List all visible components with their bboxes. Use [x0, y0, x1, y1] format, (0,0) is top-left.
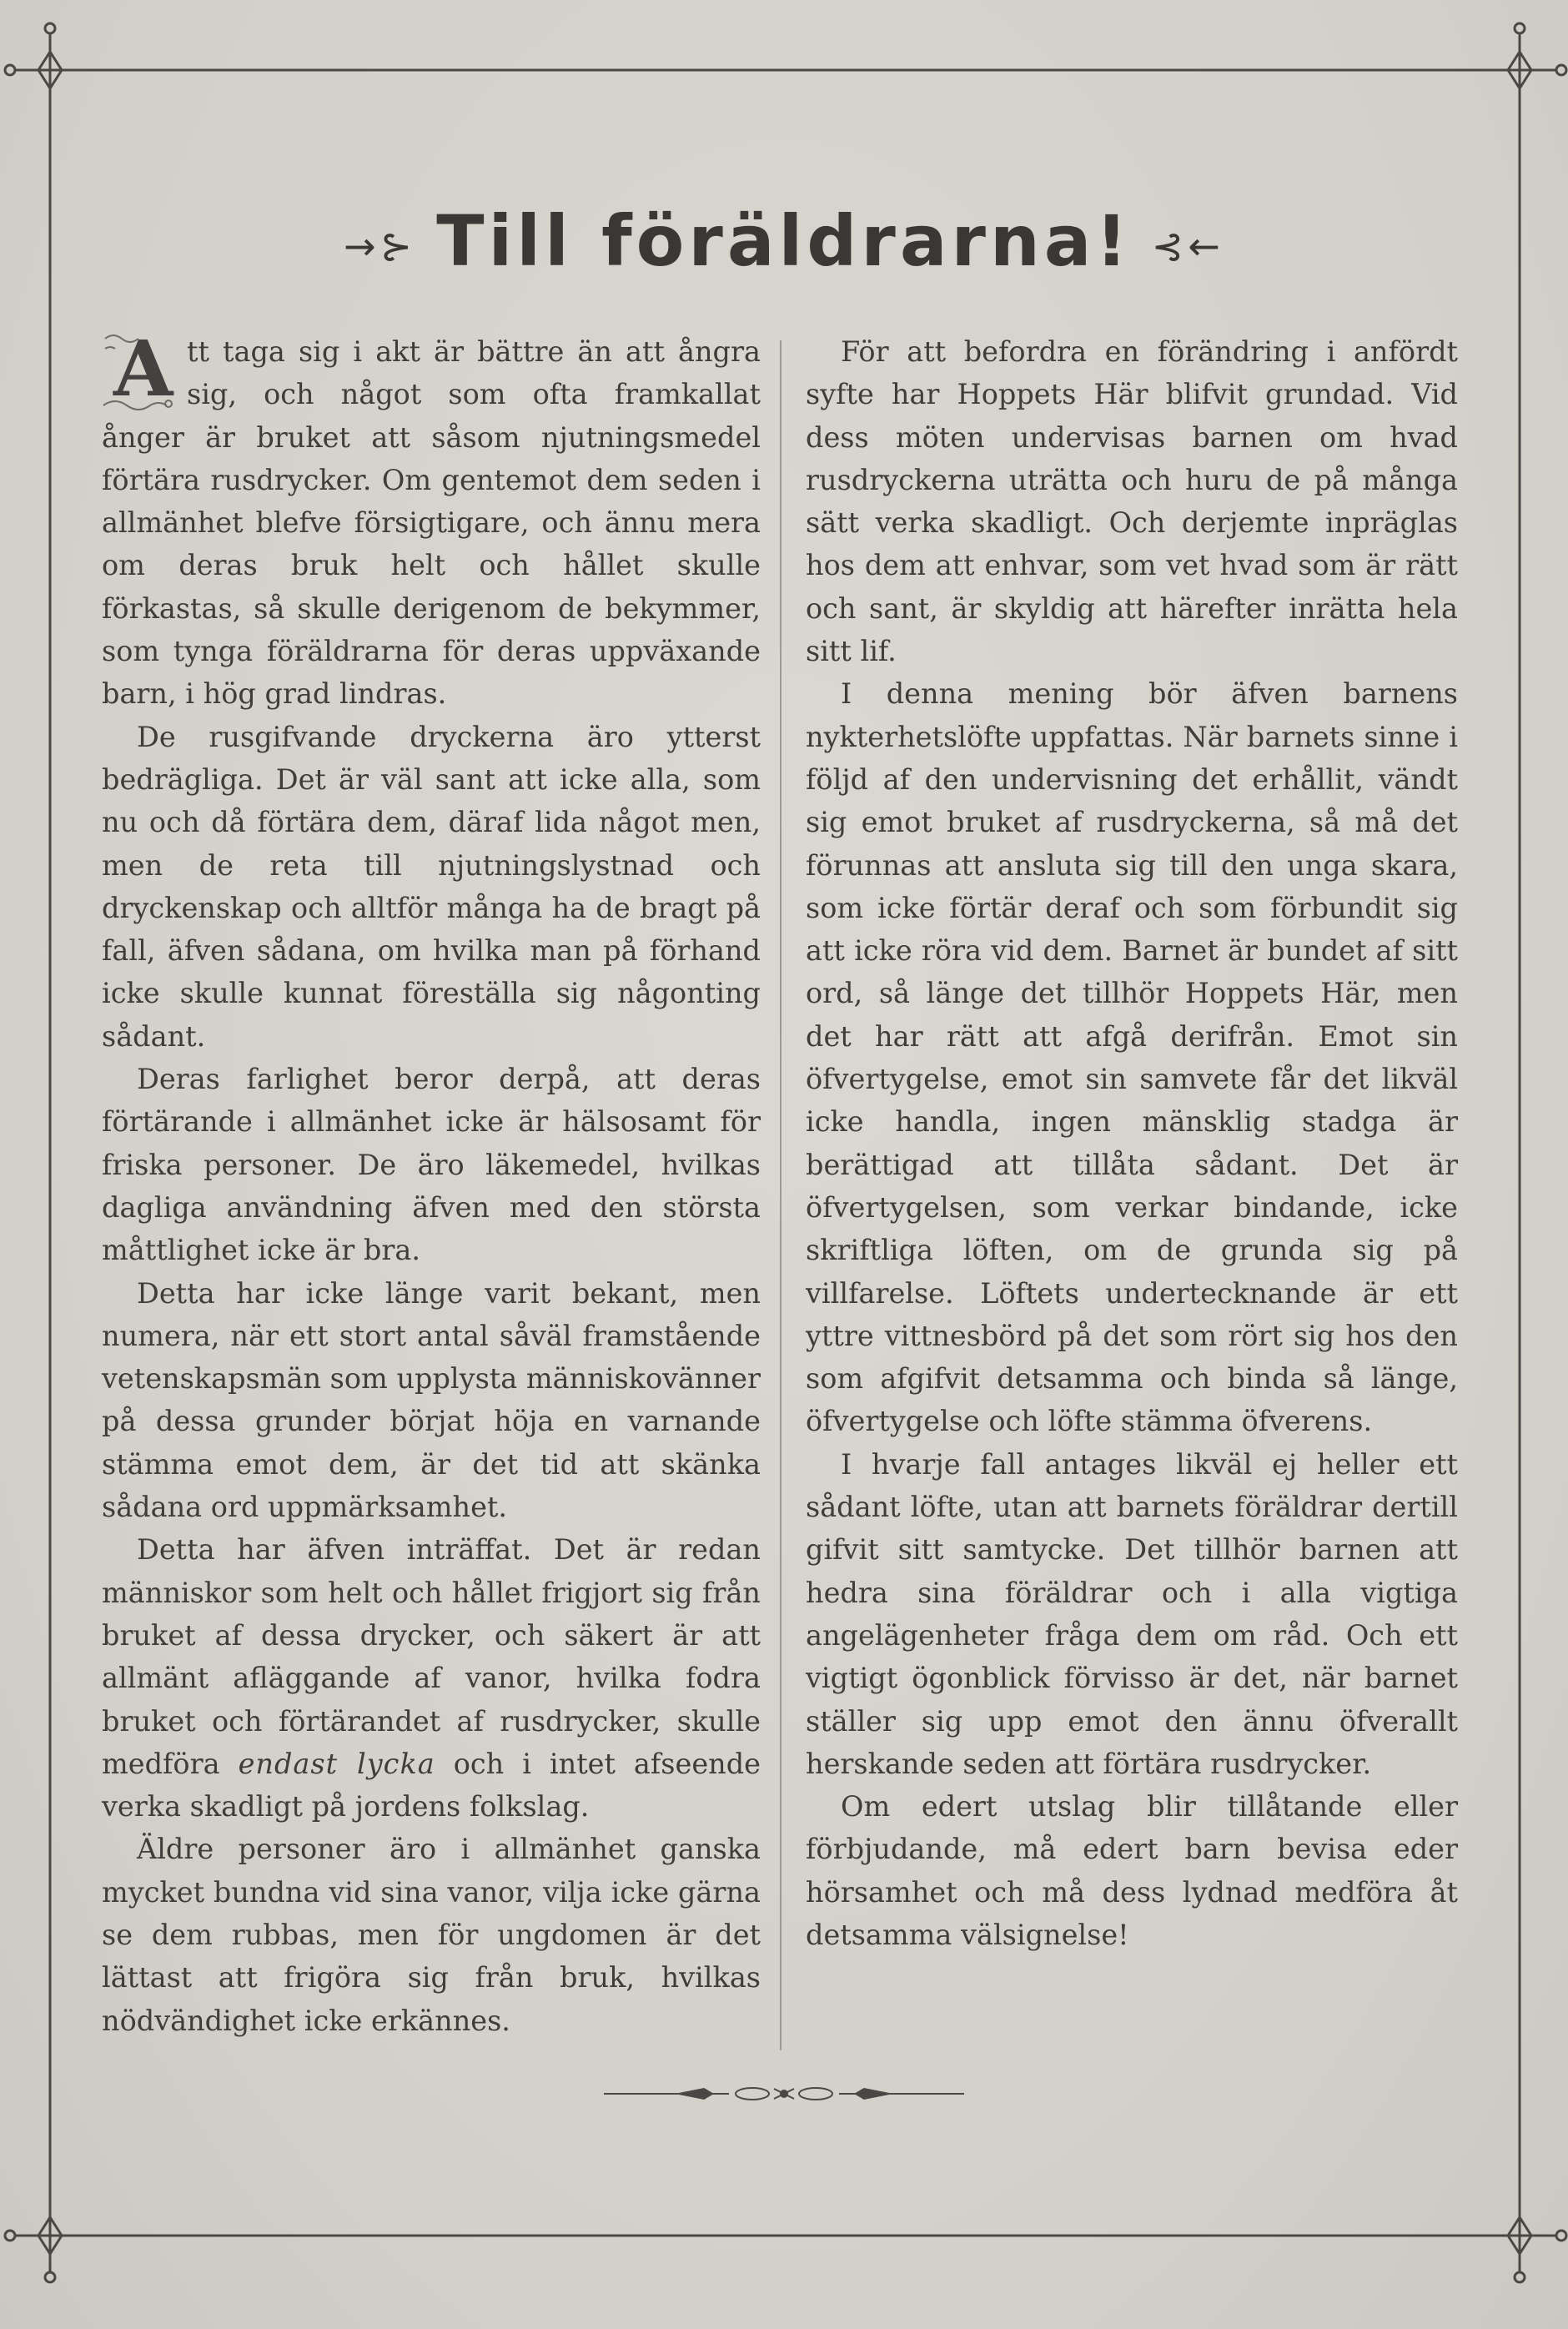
title-ornament-left-icon: →⊱: [344, 224, 417, 269]
left-paragraph-3: Deras farlighet beror derpå, att deras förtärande i allmänhet icke är hälsosamt för friska personer. De äro läkemedel, hvilkas dagliga användning äfven med den största måttlighet icke är bra.: [102, 1063, 761, 1267]
left-paragraph-5-part-a: Detta har äfven inträffat. Det är redan människor som helt och hållet frigjort sig från bruket af dessa drycker, och säkert är att allmänt afläggande af vanor, hvilka fodra bruket och förtärandet af rusdrycker, skulle medföra: [102, 1533, 761, 1780]
left-paragraph-5-emphasis: endast lycka: [238, 1747, 435, 1780]
right-column: [806, 330, 1458, 1956]
page-title-text: Till föräldrarna!: [436, 200, 1132, 282]
left-paragraph-1: [102, 324, 761, 716]
right-paragraph-3: I hvarje fall antages likväl ej heller ett sådant löfte, utan att barnets föräldrar dertill gifvit sitt samtycke. Det tillhör barnen att hedra sina föräldrar och i alla vigtiga angelägenheter fråga dem om råd. Och ett vigtigt ögonblick förvisso är det, när barnet ställer sig upp emot den ännu öfverallt herskande seden att förtära rusdrycker.: [806, 1447, 1458, 1780]
left-paragraph-4: Detta har icke länge varit bekant, men numera, när ett stort antal såväl framstående vetenskapsmän som upplysta människovänner på dessa grunder börjat höja en varnande stämma emot dem, är det tid att skänka sådana ord uppmärksamhet.: [102, 1276, 761, 1524]
title-ornament-right-icon: ⊰←: [1151, 224, 1224, 269]
left-paragraph-1-text: tt taga sig i akt är bättre än att ångra sig, och något som ofta framkallat ånger är bruket att såsom njutningsmedel förtära rusdrycker. Om gentemot dem seden i allmänhet blefve försigtigare, och ännu mera om deras bruk helt och hållet skulle förkastas, så skulle derigenom de bekymmer, som tynga föräldrarna för deras uppväxande barn, i hög grad lindras.: [102, 335, 761, 711]
right-paragraph-4: Om edert utslag blir tillåtande eller förbjudande, må edert barn bevisa eder hörsamhet och må dess lydnad medföra åt detsamma välsignelse!: [806, 1790, 1458, 1951]
left-column: [102, 324, 761, 2042]
right-paragraph-2: I denna mening bör äfven barnens nykterhetslöfte uppfattas. När barnets sinne i följd af den undervisning det erhållit, vändt sig emot bruket af rusdryckerna, så må det förunnas att ansluta sig till den unga skara, som icke förtär deraf och som förbundit sig att icke röra vid dem. Barnet är bundet af sitt ord, så länge det tillhör Hoppets Här, men det har rätt att afgå derifrån. Emot sin öfvertygelse, emot sin samvete får det likväl icke handla, ingen mänsklig stadga är berättigad att tillåta sådant. Det är öfvertygelsen, som verkar bindande, icke skriftliga löften, om de grunda sig på villfarelse. Löftets undertecknande är ett yttre vittnesbörd på det som rört sig hos den som afgifvit detsamma och binda så länge, öfvertygelse och löfte stämma öfverens.: [806, 677, 1458, 1438]
right-paragraph-1: För att befordra en förändring i anfördt syfte har Hoppets Här blifvit grundad. Vid dess möten undervisas barnen om hvad rusdryckerna uträtta och huru de på många sätt verka skadligt. Och derjemte inpräglas hos dem att enhvar, som vet hvad som är rätt och sant, är skyldig att härefter inrätta hela sitt lif.: [806, 335, 1458, 668]
dropcap-letter: A: [113, 324, 173, 414]
left-paragraph-5: [102, 1528, 761, 1828]
left-paragraph-2: De rusgifvande dryckerna äro ytterst bedrägliga. Det är väl sant att icke alla, som nu och då förtära dem, däraf lida något men, men de reta till njutningslystnad och dryckenskap och alltför många ha de bragt på fall, äfven sådana, om hvilka man på förhand icke skulle kunnat föreställa sig någonting sådant.: [102, 720, 761, 1053]
bottom-ornament-icon: [604, 2082, 964, 2105]
left-paragraph-5-part-b: och i intet afseende verka skadligt på jordens folkslag.: [102, 1747, 761, 1823]
column-divider: [780, 340, 781, 2050]
left-paragraph-6: Äldre personer äro i allmänhet ganska mycket bundna vid sina vanor, vilja icke gärna se dem rubbas, men för ungdomen är det lättast att frigöra sig från bruk, hvilkas nödvändighet icke erkännes.: [102, 1833, 761, 2037]
page-title: [0, 200, 1568, 282]
dropcap: [102, 324, 178, 414]
